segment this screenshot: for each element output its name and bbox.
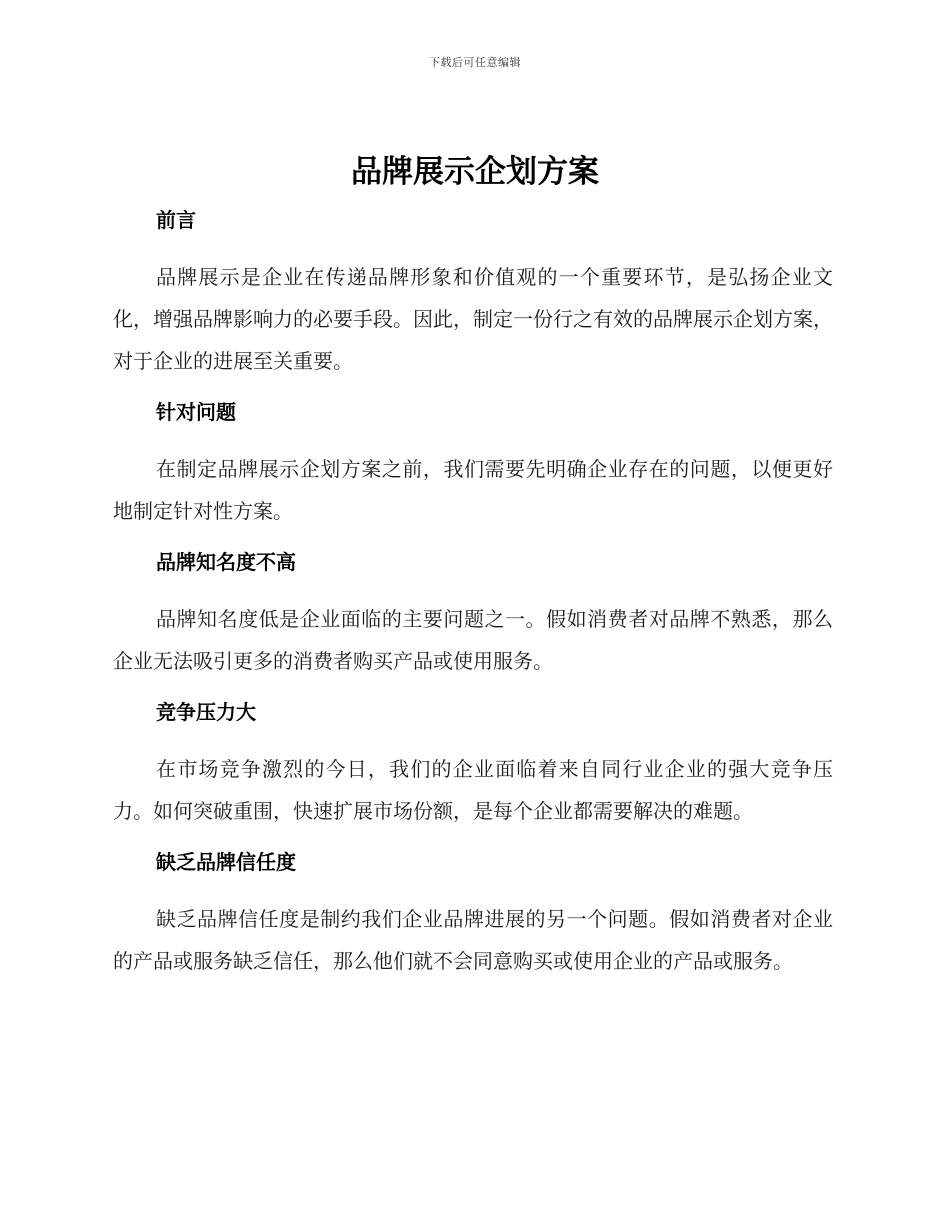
section-heading-issues: 针对问题 xyxy=(156,400,236,424)
document-title: 品牌展示企划方案 xyxy=(351,154,599,190)
section-heading-brand-awareness: 品牌知名度不高 xyxy=(156,550,296,574)
section-paragraph-issues: 在制定品牌展示企划方案之前，我们需要先明确企业存在的问题，以便更好地制定针对性方案。 xyxy=(113,457,833,523)
section-heading-brand-trust: 缺乏品牌信任度 xyxy=(156,850,296,874)
section-heading-competition: 竞争压力大 xyxy=(156,700,256,724)
section-heading-preface: 前言 xyxy=(156,208,196,232)
section-paragraph-competition: 在市场竞争激烈的今日，我们的企业面临着来自同行业企业的强大竞争压力。如何突破重围，快速扩展市场份额，是每个企业都需要解决的难题。 xyxy=(113,757,833,823)
section-paragraph-brand-awareness: 品牌知名度低是企业面临的主要问题之一。假如消费者对品牌不熟悉，那么企业无法吸引更多的消费者购买产品或使用服务。 xyxy=(113,607,833,673)
section-paragraph-preface: 品牌展示是企业在传递品牌形象和价值观的一个重要环节，是弘扬企业文化，增强品牌影响力的必要手段。因此，制定一份行之有效的品牌展示企划方案，对于企业的进展至关重要。 xyxy=(113,265,833,373)
document-body xyxy=(113,202,833,982)
section-paragraph-brand-trust: 缺乏品牌信任度是制约我们企业品牌进展的另一个问题。假如消费者对企业的产品或服务缺乏信任，那么他们就不会同意购买或使用企业的产品或服务。 xyxy=(113,907,833,973)
page-header-note: 下载后可任意编辑 xyxy=(429,56,521,69)
